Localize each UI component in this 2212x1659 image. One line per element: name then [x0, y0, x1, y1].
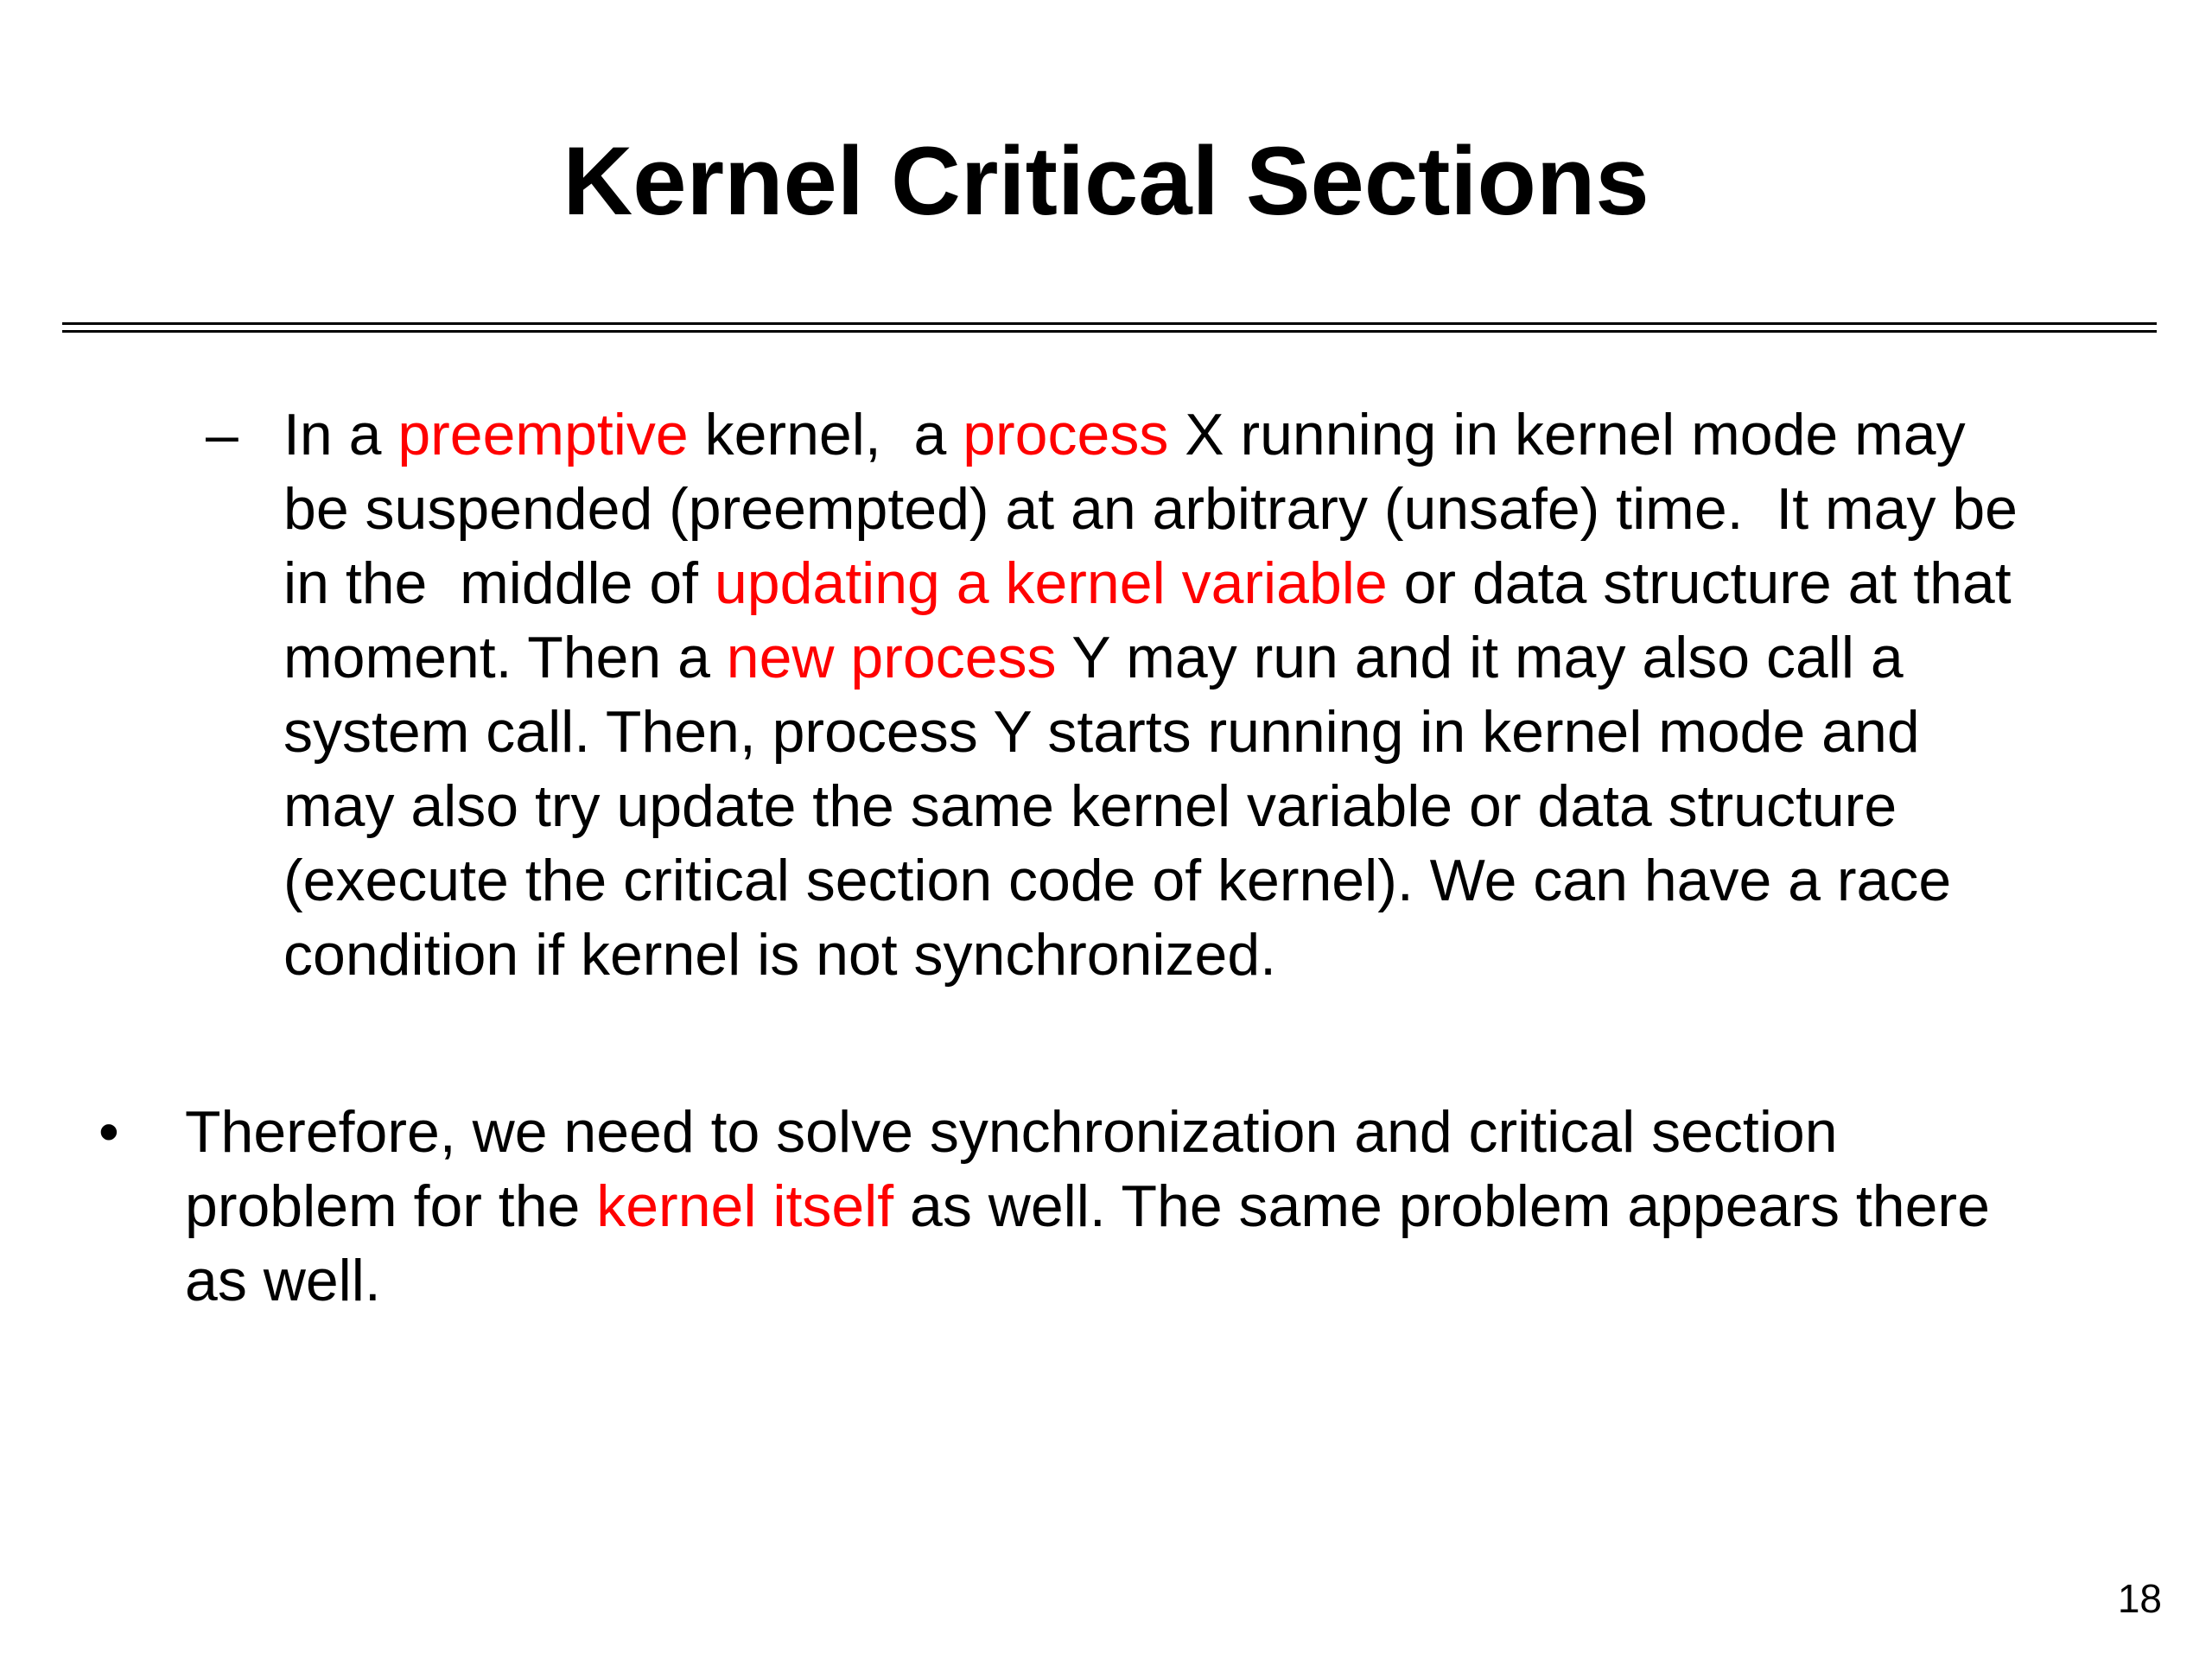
slide-title: Kernel Critical Sections [563, 127, 1649, 235]
highlighted-term: new process [726, 625, 1057, 690]
text-segment: Therefore, we need to solve synchronization and critical section [185, 1099, 1838, 1165]
text-segment: (execute the critical section code of kernel). We can have a race [283, 848, 1952, 913]
text-segment: as well. The same problem appears there [893, 1173, 1990, 1239]
text-segment: may also try update the same kernel variable or data structure [283, 773, 1897, 839]
text-segment: problem for the [185, 1173, 597, 1239]
highlighted-term: kernel itself [596, 1173, 894, 1239]
text-segment: Y may run and it may also call a [1056, 625, 1904, 690]
text-segment: X running in kernel mode may [1168, 402, 1966, 467]
sub-bullet-line [283, 843, 2167, 918]
sub-bullet-line [283, 472, 2167, 546]
text-segment: kernel, a [688, 402, 963, 467]
text-segment: or data structure at that [1387, 550, 2012, 616]
highlighted-term: preemptive [397, 402, 689, 467]
text-segment: moment. Then a [283, 625, 727, 690]
text-segment: condition if kernel is not synchronized. [283, 922, 1277, 988]
bullet-text [185, 1095, 2086, 1318]
highlighted-term: process [963, 402, 1169, 467]
sub-bullet-text [283, 397, 2167, 992]
sub-bullet-line [283, 546, 2167, 620]
bullet-line [185, 1095, 2086, 1169]
dash-marker: – [206, 402, 238, 467]
page-number: 18 [2117, 1576, 2162, 1621]
sub-bullet-line [283, 918, 2167, 992]
bullet-marker: • [99, 1099, 119, 1165]
title-divider-top [62, 322, 2157, 325]
text-segment: as well. [185, 1248, 381, 1313]
bullet-line [185, 1243, 2086, 1318]
sub-bullet-line [283, 695, 2167, 769]
sub-bullet-line [283, 769, 2167, 843]
bullet-line [185, 1169, 2086, 1243]
text-segment: system call. Then, process Y starts running in kernel mode and [283, 699, 1920, 765]
text-segment: be suspended (preempted) at an arbitrary (unsafe) time. It may be [283, 476, 2018, 542]
text-segment: in the middle of [283, 550, 715, 616]
highlighted-term: updating a kernel variable [714, 550, 1388, 616]
text-segment: In a [283, 402, 398, 467]
sub-bullet-line [283, 397, 2167, 472]
title-divider-bottom [62, 330, 2157, 333]
sub-bullet-line [283, 620, 2167, 695]
